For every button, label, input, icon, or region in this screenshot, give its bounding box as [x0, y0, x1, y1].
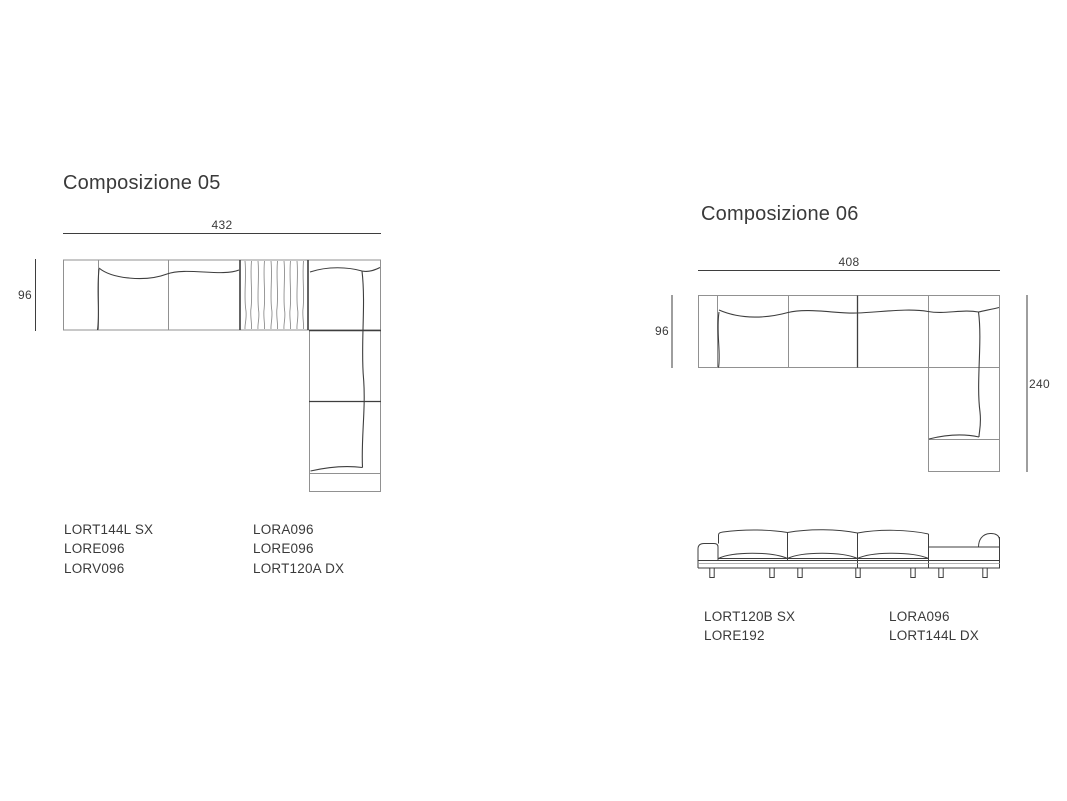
comp06-length-dim-label: 240 — [1029, 377, 1050, 391]
product-code: LORE096 — [253, 541, 314, 557]
comp06-module-outlines — [699, 296, 1000, 472]
product-code: LORT120A DX — [253, 560, 345, 576]
product-code: LORA096 — [253, 522, 314, 537]
comp06-title: Composizione 06 — [701, 203, 859, 225]
comp05-depth-dim-label: 96 — [18, 288, 32, 302]
comp05-codes-right — [253, 520, 344, 578]
comp05-width-dim-label: 432 — [211, 218, 233, 232]
comp06-width-dim-label: 408 — [838, 255, 860, 269]
comp05-table-element-hatch — [240, 260, 308, 330]
comp05-codes-left — [64, 520, 153, 578]
sofa-legs — [710, 568, 987, 578]
comp06-plan-drawing — [672, 271, 1027, 578]
product-code: LORT144L SX — [64, 522, 154, 537]
comp06-elevation-drawing — [698, 530, 1000, 578]
product-code: LORE192 — [704, 628, 765, 644]
comp06-codes-right — [889, 607, 979, 646]
comp05-module-outlines — [64, 260, 381, 492]
product-code: LORV096 — [64, 560, 125, 576]
product-code: LORA096 — [889, 609, 950, 624]
product-code: LORT120B SX — [704, 609, 796, 624]
comp06-depth-dim-label: 96 — [655, 324, 669, 338]
comp05-title: Composizione 05 — [63, 172, 221, 194]
comp06-codes-left — [704, 607, 795, 646]
product-code: LORE096 — [64, 541, 125, 557]
comp05-plan-drawing — [36, 234, 382, 492]
product-code: LORT144L DX — [889, 628, 979, 644]
